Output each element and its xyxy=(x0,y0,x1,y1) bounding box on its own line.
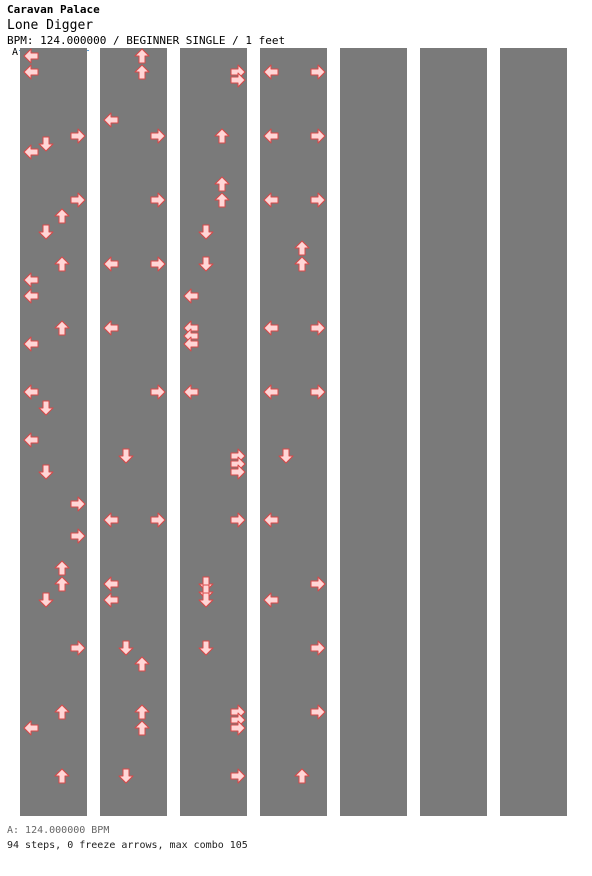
step-50 xyxy=(215,193,229,207)
step-78 xyxy=(264,321,278,335)
step-76 xyxy=(295,241,309,255)
left-arrow-icon xyxy=(102,511,120,529)
down-arrow-icon xyxy=(37,591,55,609)
step-8 xyxy=(39,225,53,239)
step-56 xyxy=(184,337,198,351)
step-77 xyxy=(295,257,309,271)
step-9 xyxy=(55,257,69,271)
step-30 xyxy=(151,129,165,143)
down-arrow-icon xyxy=(197,255,215,273)
bpm-summary: A: 124.000000 BPM xyxy=(7,825,110,836)
step-17 xyxy=(39,465,53,479)
left-arrow-icon xyxy=(22,431,40,449)
chart-column-3 xyxy=(180,48,247,816)
step-11 xyxy=(24,289,38,303)
chart-column-4 xyxy=(260,48,327,816)
step-31 xyxy=(151,193,165,207)
step-5 xyxy=(24,145,38,159)
left-arrow-icon xyxy=(182,335,200,353)
left-arrow-icon xyxy=(102,255,120,273)
up-arrow-icon xyxy=(53,767,71,785)
down-arrow-icon xyxy=(37,463,55,481)
step-21 xyxy=(55,577,69,591)
down-arrow-icon xyxy=(117,767,135,785)
step-3 xyxy=(71,129,85,143)
step-47 xyxy=(231,73,245,87)
down-arrow-icon xyxy=(37,399,55,417)
step-34 xyxy=(104,321,118,335)
right-arrow-icon xyxy=(229,71,247,89)
step-44 xyxy=(135,721,149,735)
step-73 xyxy=(311,129,325,143)
right-arrow-icon xyxy=(69,495,87,513)
left-arrow-icon xyxy=(262,319,280,337)
left-arrow-icon xyxy=(182,383,200,401)
left-arrow-icon xyxy=(102,111,120,129)
right-arrow-icon xyxy=(229,463,247,481)
step-19 xyxy=(71,529,85,543)
left-arrow-icon xyxy=(262,511,280,529)
right-arrow-icon xyxy=(309,383,327,401)
step-6 xyxy=(71,193,85,207)
step-23 xyxy=(71,641,85,655)
step-61 xyxy=(231,513,245,527)
step-72 xyxy=(264,129,278,143)
step-45 xyxy=(119,769,133,783)
right-arrow-icon xyxy=(309,639,327,657)
step-28 xyxy=(135,65,149,79)
step-74 xyxy=(264,193,278,207)
step-51 xyxy=(199,225,213,239)
up-arrow-icon xyxy=(213,191,231,209)
right-arrow-icon xyxy=(69,527,87,545)
step-88 xyxy=(295,769,309,783)
down-arrow-icon xyxy=(37,223,55,241)
left-arrow-icon xyxy=(262,191,280,209)
left-arrow-icon xyxy=(262,127,280,145)
chart-column-6 xyxy=(420,48,487,816)
down-arrow-icon xyxy=(117,447,135,465)
down-arrow-icon xyxy=(277,447,295,465)
right-arrow-icon xyxy=(309,191,327,209)
right-arrow-icon xyxy=(309,319,327,337)
step-70 xyxy=(264,65,278,79)
left-arrow-icon xyxy=(182,287,200,305)
right-arrow-icon xyxy=(69,127,87,145)
up-arrow-icon xyxy=(133,719,151,737)
up-arrow-icon xyxy=(293,767,311,785)
step-36 xyxy=(119,449,133,463)
step-7 xyxy=(55,209,69,223)
step-38 xyxy=(151,513,165,527)
left-arrow-icon xyxy=(102,591,120,609)
step-42 xyxy=(135,657,149,671)
step-35 xyxy=(151,385,165,399)
right-arrow-icon xyxy=(229,719,247,737)
step-20 xyxy=(55,561,69,575)
step-25 xyxy=(24,721,38,735)
right-arrow-icon xyxy=(229,511,247,529)
right-arrow-icon xyxy=(229,767,247,785)
step-43 xyxy=(135,705,149,719)
step-4 xyxy=(39,137,53,151)
step-82 xyxy=(279,449,293,463)
left-arrow-icon xyxy=(262,383,280,401)
up-arrow-icon xyxy=(53,207,71,225)
song-title: Lone Digger xyxy=(7,18,94,33)
step-12 xyxy=(55,321,69,335)
step-33 xyxy=(151,257,165,271)
left-arrow-icon xyxy=(22,143,40,161)
right-arrow-icon xyxy=(149,383,167,401)
up-arrow-icon xyxy=(53,319,71,337)
step-69 xyxy=(231,769,245,783)
chart-column-2 xyxy=(100,48,167,816)
right-arrow-icon xyxy=(309,575,327,593)
step-83 xyxy=(264,513,278,527)
step-40 xyxy=(104,593,118,607)
step-80 xyxy=(264,385,278,399)
up-arrow-icon xyxy=(133,655,151,673)
step-13 xyxy=(24,337,38,351)
up-arrow-icon xyxy=(293,255,311,273)
right-arrow-icon xyxy=(149,127,167,145)
chart-column-7 xyxy=(500,48,567,816)
left-arrow-icon xyxy=(22,63,40,81)
up-arrow-icon xyxy=(53,575,71,593)
step-48 xyxy=(215,129,229,143)
left-arrow-icon xyxy=(262,591,280,609)
step-2 xyxy=(24,65,38,79)
step-86 xyxy=(311,641,325,655)
step-27 xyxy=(135,49,149,63)
chart-column-5 xyxy=(340,48,407,816)
step-stats: 94 steps, 0 freeze arrows, max combo 105 xyxy=(7,840,248,851)
step-81 xyxy=(311,385,325,399)
right-arrow-icon xyxy=(149,255,167,273)
up-arrow-icon xyxy=(53,255,71,273)
right-arrow-icon xyxy=(309,127,327,145)
step-65 xyxy=(199,641,213,655)
step-29 xyxy=(104,113,118,127)
step-1 xyxy=(24,49,38,63)
bpm-marker: A xyxy=(12,47,19,58)
artist-name: Caravan Palace xyxy=(7,3,100,16)
step-18 xyxy=(71,497,85,511)
step-37 xyxy=(104,513,118,527)
left-arrow-icon xyxy=(22,719,40,737)
up-arrow-icon xyxy=(213,127,231,145)
right-arrow-icon xyxy=(309,63,327,81)
left-arrow-icon xyxy=(22,287,40,305)
right-arrow-icon xyxy=(69,639,87,657)
step-84 xyxy=(311,577,325,591)
step-57 xyxy=(184,385,198,399)
step-16 xyxy=(24,433,38,447)
right-arrow-icon xyxy=(69,191,87,209)
down-arrow-icon xyxy=(197,639,215,657)
step-41 xyxy=(119,641,133,655)
step-75 xyxy=(311,193,325,207)
left-arrow-icon xyxy=(102,319,120,337)
step-32 xyxy=(104,257,118,271)
down-arrow-icon xyxy=(197,223,215,241)
step-15 xyxy=(39,401,53,415)
step-52 xyxy=(199,257,213,271)
down-arrow-icon xyxy=(197,591,215,609)
chart-meta: BPM: 124.000000 / BEGINNER SINGLE / 1 feet xyxy=(7,34,286,47)
step-85 xyxy=(264,593,278,607)
right-arrow-icon xyxy=(309,703,327,721)
step-68 xyxy=(231,721,245,735)
step-60 xyxy=(231,465,245,479)
step-49 xyxy=(215,177,229,191)
step-26 xyxy=(55,769,69,783)
up-arrow-icon xyxy=(53,703,71,721)
step-24 xyxy=(55,705,69,719)
step-39 xyxy=(104,577,118,591)
step-64 xyxy=(199,593,213,607)
step-22 xyxy=(39,593,53,607)
right-arrow-icon xyxy=(149,191,167,209)
step-71 xyxy=(311,65,325,79)
step-14 xyxy=(24,385,38,399)
step-10 xyxy=(24,273,38,287)
step-87 xyxy=(311,705,325,719)
right-arrow-icon xyxy=(149,511,167,529)
step-53 xyxy=(184,289,198,303)
up-arrow-icon xyxy=(133,63,151,81)
left-arrow-icon xyxy=(22,335,40,353)
step-79 xyxy=(311,321,325,335)
left-arrow-icon xyxy=(262,63,280,81)
